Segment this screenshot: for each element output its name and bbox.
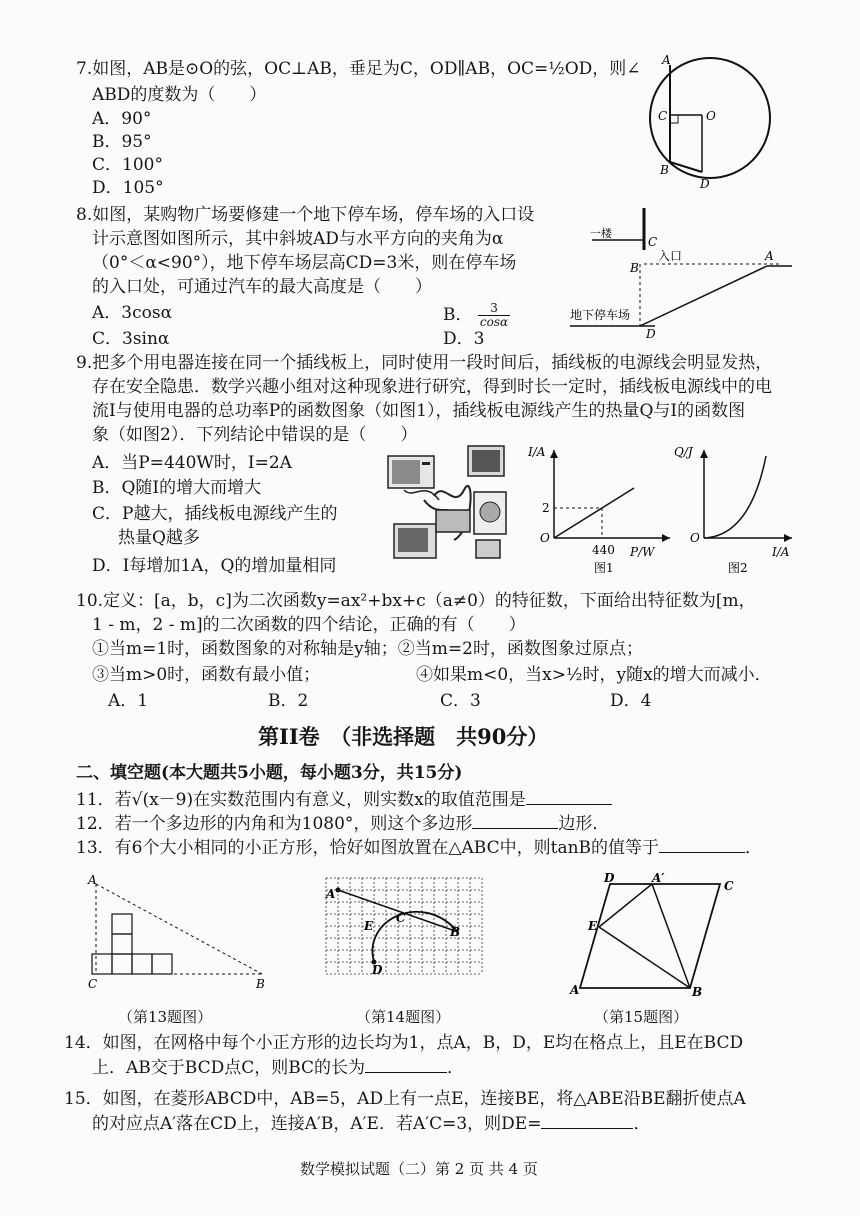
q7-stem-line2: ABD的度数为（ ） bbox=[92, 85, 267, 105]
q7-stem-line1: 7.如图，AB是⊙O的弦，OC⊥AB，垂足为C，OD∥AB，OC=½OD，则∠ bbox=[76, 59, 641, 79]
q12-line bbox=[76, 812, 609, 835]
q9-stem-line1: 9.把多个用电器连接在同一个插线板上，同时使用一段时间后，插线板的电源线会明显发热， bbox=[76, 353, 773, 373]
q9-stem-line2: 存在安全隐患．数学兴趣小组对这种现象进行研究，得到时长一定时，插线板电源线中的电 bbox=[92, 377, 772, 397]
page-footer: 数学模拟试题（二）第 2 页 共 4 页 bbox=[300, 1160, 538, 1178]
q8-option-d: D．3 bbox=[443, 329, 485, 349]
q8-stem-line1: 8.如图，某购物广场要修建一个地下停车场，停车场的入口设 bbox=[76, 205, 535, 225]
q14-line2 bbox=[92, 1056, 464, 1079]
q9-graph1-xtick: 440 bbox=[592, 543, 615, 557]
q9-option-b: B．Q随I的增大而增大 bbox=[92, 478, 262, 498]
q7-option-c: C．100° bbox=[92, 155, 163, 175]
q12-text-pre: 12．若一个多边形的内角和为1080°，则这个多边形 bbox=[76, 814, 473, 834]
q14-answer-blank[interactable] bbox=[365, 1056, 447, 1073]
q10-option-d: D．4 bbox=[610, 691, 652, 711]
q10-option-b: B．2 bbox=[268, 691, 309, 711]
q7-option-a: A．90° bbox=[92, 109, 152, 129]
q14-caption: （第14题图） bbox=[356, 1008, 451, 1026]
q8-option-b bbox=[443, 302, 510, 329]
q9-graph1-ytick: 2 bbox=[542, 501, 550, 515]
q9-graph2-ylabel: Q/J bbox=[674, 445, 693, 459]
q10-conclusion-4: ④如果m<0，当x>½时，y随x的增大而减小． bbox=[416, 665, 772, 685]
q9-graph2-caption: 图2 bbox=[728, 561, 748, 575]
q11-answer-blank[interactable] bbox=[526, 788, 612, 805]
q14-label-d: D bbox=[372, 963, 383, 977]
q15-caption: （第15题图） bbox=[594, 1008, 689, 1026]
q9-graph1-xlabel: P/W bbox=[630, 545, 655, 559]
q7-label-a: A bbox=[662, 53, 671, 67]
section2-subtitle: 二、填空题(本大题共5小题，每小题3分，共15分) bbox=[76, 763, 463, 783]
q11-line bbox=[76, 788, 612, 811]
q12-answer-blank[interactable] bbox=[472, 812, 558, 829]
q9-option-c-line2: 热量Q越多 bbox=[118, 528, 200, 548]
q7-label-d: D bbox=[700, 177, 710, 191]
q9-option-a: A．当P=440W时，I=2A bbox=[92, 453, 292, 473]
q9-stem-line3: 流I与使用电器的总功率P的函数图象（如图1），插线板电源线产生的热量Q与I的函数图 bbox=[92, 401, 746, 421]
q15-label-d: D bbox=[604, 871, 615, 885]
q14-label-a: A bbox=[326, 887, 336, 901]
q13-text-end: ． bbox=[745, 838, 763, 858]
q8-label-d: D bbox=[646, 327, 656, 341]
q14-figure bbox=[318, 870, 488, 985]
q15-text: 的对应点A′落在CD上，连接A′B，A′E．若A′C=3，则DE= bbox=[92, 1114, 542, 1134]
q10-stem-line1: 10.定义：[a，b，c]为二次函数y=ax²+bx+c（a≠0）的特征数，下面给出特征数为[m， bbox=[76, 591, 756, 611]
q13-answer-blank[interactable] bbox=[659, 836, 745, 853]
q8-stem-line2: 计示意图如图所示，其中斜坡AD与水平方向的夹角为α bbox=[92, 229, 504, 249]
q14-text-end: ． bbox=[447, 1058, 465, 1078]
q10-option-a: A．1 bbox=[108, 691, 149, 711]
q9-graph2-origin: O bbox=[690, 531, 700, 545]
q13-label-c: C bbox=[88, 977, 98, 991]
q14-line1: 14．如图，在网格中每个小正方形的边长均为1，点A，B，D，E均在格点上，且E在BCD bbox=[64, 1033, 744, 1053]
q11-text: 11．若√(x－9)在实数范围内有意义，则实数x的取值范围是 bbox=[76, 790, 526, 810]
q14-label-c: C bbox=[396, 911, 406, 925]
q12-text-post: 边形． bbox=[558, 814, 610, 834]
q8-label-b: B bbox=[630, 261, 639, 275]
q13-caption: （第13题图） bbox=[118, 1008, 213, 1026]
q10-conclusion-3: ③当m>0时，函数有最小值； bbox=[92, 665, 321, 685]
q8-option-c: C．3sinα bbox=[92, 329, 170, 349]
section2-title: 第II卷 （非选择题 共90分） bbox=[258, 724, 549, 749]
q14-label-b: B bbox=[450, 925, 461, 939]
q15-label-c: C bbox=[724, 879, 734, 893]
q15-text-end: ． bbox=[633, 1114, 651, 1134]
q9-option-d: D．I每增加1A，Q的增加量相同 bbox=[92, 556, 337, 576]
q7-option-b: B．95° bbox=[92, 132, 152, 152]
q8-parking-figure bbox=[560, 200, 800, 340]
q8-option-b-prefix: B． bbox=[443, 305, 473, 325]
q13-label-a: A bbox=[88, 873, 97, 887]
q8-option-b-numerator: 3 bbox=[478, 302, 510, 316]
q10-stem-line2: 1 - m，2 - m]的二次函数的四个结论，正确的有（ ） bbox=[92, 615, 526, 635]
q15-line1: 15．如图，在菱形ABCD中，AB=5，AD上有一点E，连接BE，将△ABE沿BE翻折使点A bbox=[64, 1089, 746, 1109]
q9-stem-line4: 象（如图2）．下列结论中错误的是（ ） bbox=[92, 425, 418, 445]
q9-graph1-origin: O bbox=[540, 531, 550, 545]
q15-line2 bbox=[92, 1112, 650, 1135]
q14-label-e: E bbox=[364, 919, 374, 933]
q15-answer-blank[interactable] bbox=[541, 1112, 633, 1129]
q10-conclusions-12: ①当m=1时，函数图象的对称轴是y轴；②当m=2时，函数图象过原点； bbox=[92, 639, 643, 659]
q7-label-o: O bbox=[706, 109, 716, 123]
q7-label-b: B bbox=[660, 163, 669, 177]
q8-label-entry: 入口 bbox=[658, 249, 683, 263]
q9-appliances-image bbox=[384, 440, 520, 566]
q10-option-c: C．3 bbox=[440, 691, 481, 711]
q15-label-a-prime: A′ bbox=[652, 871, 665, 885]
q7-label-c: C bbox=[658, 109, 668, 123]
q15-label-a: A bbox=[570, 983, 580, 997]
q8-label-garage: 地下停车场 bbox=[570, 308, 631, 322]
q15-figure bbox=[566, 870, 756, 1000]
q8-label-c: C bbox=[648, 235, 658, 249]
q8-label-a: A bbox=[765, 249, 774, 263]
q7-option-d: D．105° bbox=[92, 178, 164, 198]
q8-label-floor1: 一楼 bbox=[590, 227, 612, 240]
q13-label-b: B bbox=[256, 977, 265, 991]
q8-stem-line4: 的入口处，可通过汽车的最大高度是（ ） bbox=[92, 277, 432, 297]
q9-graph2-xlabel: I/A bbox=[772, 545, 790, 559]
q8-stem-line3: （0°＜α<90°），地下停车场层高CD=3米，则在停车场 bbox=[92, 253, 517, 273]
q8-option-b-fraction bbox=[478, 302, 510, 329]
q9-option-c-line1: C．P越大，插线板电源线产生的 bbox=[92, 504, 338, 524]
q13-line bbox=[76, 836, 762, 859]
q9-graph1-ylabel: I/A bbox=[528, 445, 546, 459]
q15-label-e: E bbox=[588, 919, 598, 933]
q9-graph1 bbox=[530, 438, 680, 578]
q13-text: 13．有6个大小相同的小正方形，恰好如图放置在△ABC中，则tanB的值等于 bbox=[76, 838, 660, 858]
q8-option-b-denominator: cosα bbox=[479, 315, 509, 329]
q13-figure bbox=[84, 872, 274, 992]
q9-graph1-caption: 图1 bbox=[594, 561, 614, 575]
q9-graph2 bbox=[674, 438, 800, 578]
q8-option-a: A．3cosα bbox=[92, 303, 173, 323]
q7-circle-figure bbox=[640, 50, 780, 200]
q14-text: 上．AB交于BCD点C，则BC的长为 bbox=[92, 1058, 366, 1078]
q15-label-b: B bbox=[692, 985, 703, 999]
